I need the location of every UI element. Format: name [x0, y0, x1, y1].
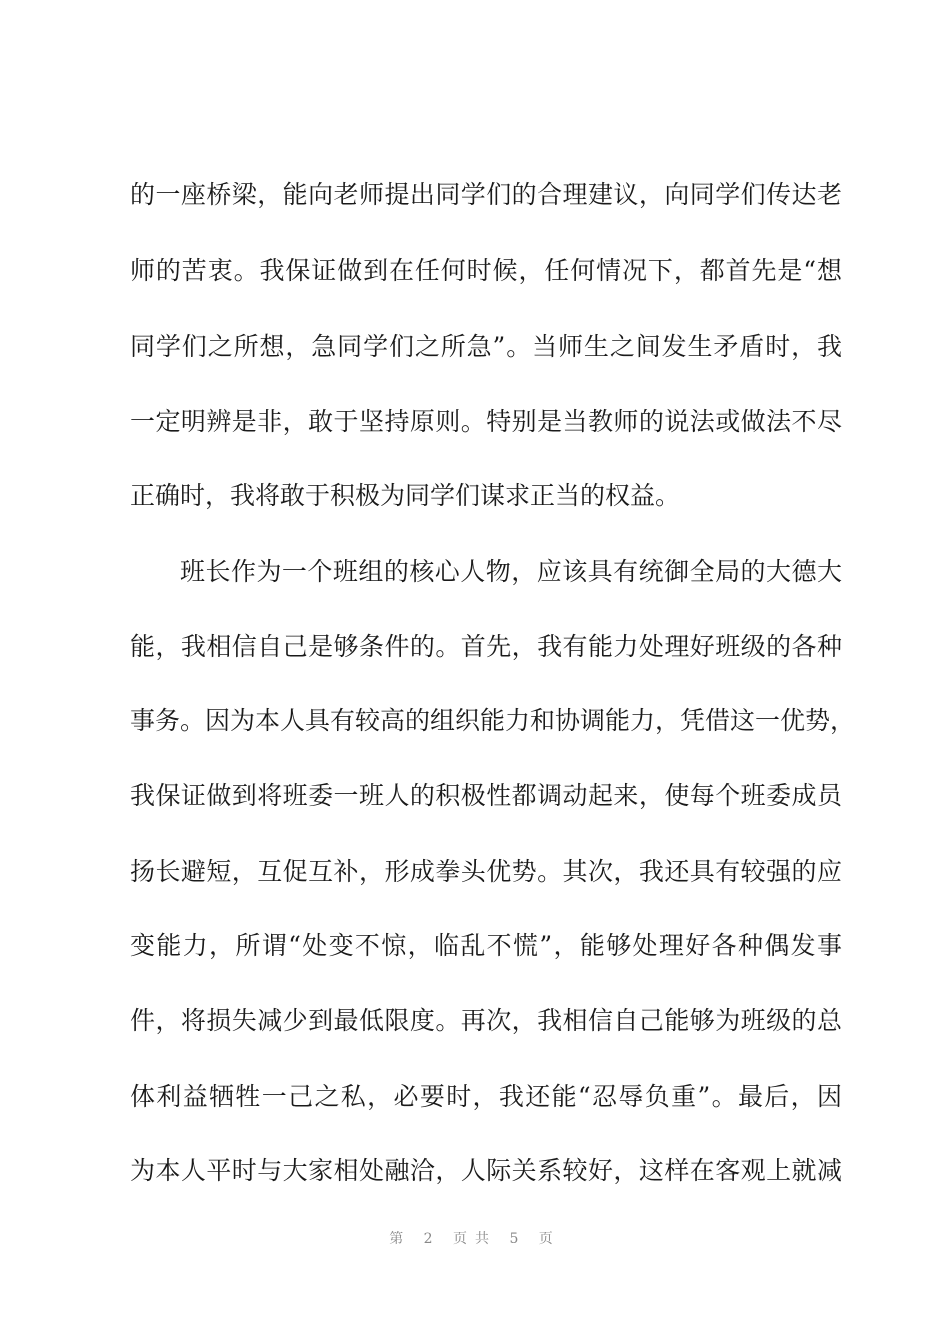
paragraph-2-line-1: 班长作为一个班组的核心人物，应该具有统御全局的大德大: [180, 557, 842, 586]
paragraph-2-line-9: 为本人平时与大家相处融洽，人际关系较好，这样在客观上就减: [130, 1156, 842, 1185]
paragraph-1-line-4: 一定明辨是非，敢于坚持原则。特别是当教师的说法或做法不尽: [130, 407, 842, 436]
paragraph-2-line-4: 我保证做到将班委一班人的积极性都调动起来，使每个班委成员: [130, 781, 842, 810]
paragraph-2-line-6: 变能力，所谓“处变不惊，临乱不慌”，能够处理好各种偶发事: [130, 931, 842, 960]
paragraph-2-line-3: 事务。因为本人具有较高的组织能力和协调能力，凭借这一优势，: [130, 706, 856, 735]
paragraph-2-line-8: 体利益牺牲一己之私，必要时，我还能“忍辱负重”。最后，因: [130, 1082, 842, 1111]
paragraph-1-line-5: 正确时，我将敢于积极为同学们谋求正当的权益。: [130, 481, 681, 510]
paragraph-1-line-1: 的一座桥梁，能向老师提出同学们的合理建议，向同学们传达老: [130, 180, 842, 209]
paragraph-2-line-5: 扬长避短，互促互补，形成拳头优势。其次，我还具有较强的应: [130, 857, 842, 886]
paragraph-2-line-7: 件，将损失减少到最低限度。再次，我相信自己能够为班级的总: [130, 1006, 842, 1035]
paragraph-2-line-2: 能，我相信自己是够条件的。首先，我有能力处理好班级的各种: [130, 632, 842, 661]
paragraph-1-line-2: 师的苦衷。我保证做到在任何时候，任何情况下，都首先是“想: [130, 256, 842, 285]
paragraph-1-line-3: 同学们之所想，急同学们之所急”。当师生之间发生矛盾时，我: [130, 332, 842, 361]
page-number-footer: 第 2 页共 5 页: [389, 1231, 561, 1247]
